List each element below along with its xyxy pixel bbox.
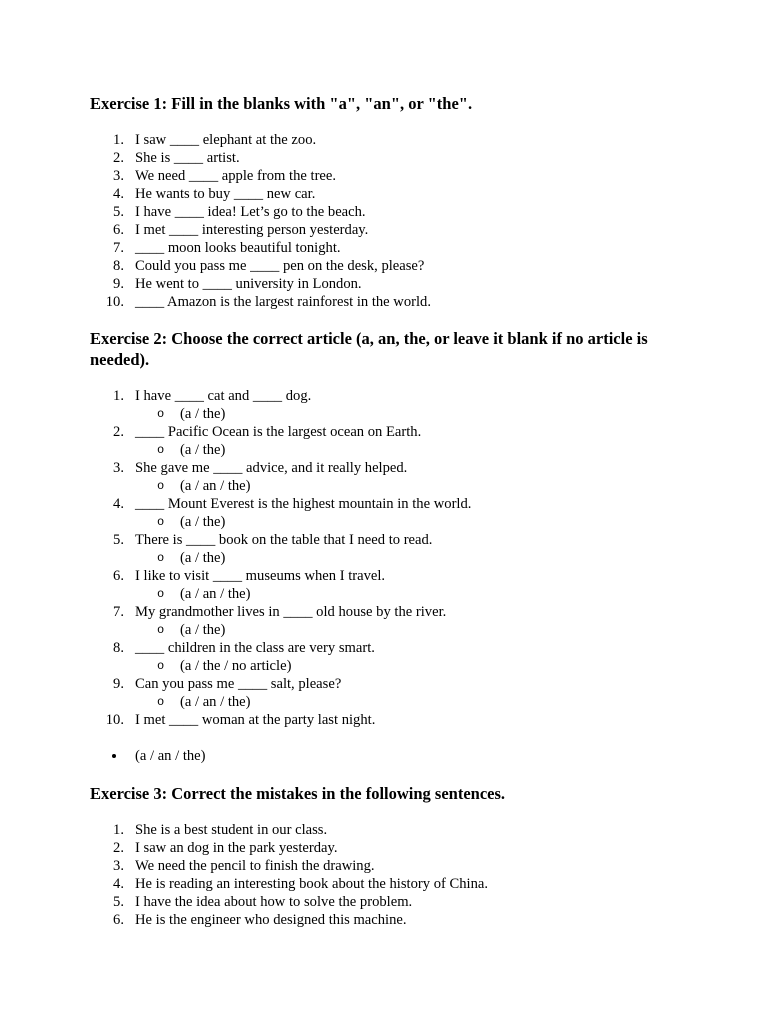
circle-bullet-icon: o — [157, 587, 165, 601]
exercise1-item — [90, 275, 690, 293]
options-text: (a / the) — [180, 550, 226, 566]
item-text: He wants to buy ____ new car. — [135, 186, 316, 202]
exercise3-item — [90, 893, 690, 911]
options-text: (a / an / the) — [180, 694, 251, 710]
exercise1-item — [90, 257, 690, 275]
item-text: We need the pencil to finish the drawing. — [135, 858, 375, 874]
exercise1-item — [90, 239, 690, 257]
options-text: (a / the) — [180, 514, 226, 530]
options-line — [135, 657, 690, 675]
exercise2-extra-list — [90, 747, 690, 765]
item-number: 10. — [105, 294, 124, 310]
options-text: (a / an / the) — [180, 478, 251, 494]
exercise1-item — [90, 293, 690, 311]
item-number: 6. — [113, 912, 124, 928]
exercise2-item — [90, 459, 690, 495]
item-text: He went to ____ university in London. — [135, 276, 362, 292]
item-text: She is a best student in our class. — [135, 822, 328, 838]
exercise3-item — [90, 821, 690, 839]
exercise2-item — [90, 531, 690, 567]
item-number: 3. — [113, 858, 124, 874]
options-text: (a / an / the) — [180, 586, 251, 602]
exercise2-item — [90, 495, 690, 531]
item-number: 1. — [113, 132, 124, 148]
exercise1-item — [90, 131, 690, 149]
circle-bullet-icon: o — [157, 407, 165, 421]
options-text: (a / the) — [180, 442, 226, 458]
item-number: 2. — [113, 840, 124, 856]
item-text: I like to visit ____ museums when I travel. — [135, 568, 386, 584]
options-line — [135, 513, 690, 531]
circle-bullet-icon: o — [157, 551, 165, 565]
exercise3-title: Exercise 3: Correct the mistakes in the following sentences. — [90, 784, 506, 803]
item-number: 5. — [113, 204, 124, 220]
item-text: ____ Amazon is the largest rainforest in the world. — [135, 294, 432, 310]
options-line — [135, 585, 690, 603]
circle-bullet-icon: o — [157, 623, 165, 637]
item-text: ____ Mount Everest is the highest mountain in the world. — [135, 496, 472, 512]
exercise3-item — [90, 875, 690, 893]
item-number: 8. — [113, 258, 124, 274]
item-text: We need ____ apple from the tree. — [135, 168, 337, 184]
circle-bullet-icon: o — [157, 695, 165, 709]
worksheet-page — [90, 93, 690, 929]
options-line — [135, 549, 690, 567]
exercise2-item — [90, 423, 690, 459]
exercise1-item — [90, 167, 690, 185]
item-text: ____ moon looks beautiful tonight. — [135, 240, 341, 256]
item-number: 8. — [113, 640, 124, 656]
exercise1-list — [90, 131, 690, 311]
exercise2-item — [90, 567, 690, 603]
options-text: (a / the / no article) — [180, 658, 292, 674]
circle-bullet-icon: o — [157, 443, 165, 457]
item-text: There is ____ book on the table that I need to read. — [135, 532, 433, 548]
item-number: 5. — [113, 532, 124, 548]
item-text: I saw ____ elephant at the zoo. — [135, 132, 317, 148]
item-text: I have ____ cat and ____ dog. — [135, 388, 312, 404]
item-number: 9. — [113, 676, 124, 692]
exercise2-item — [90, 675, 690, 711]
exercise3-item — [90, 857, 690, 875]
item-text: I saw an dog in the park yesterday. — [135, 840, 338, 856]
exercise3-item — [90, 911, 690, 929]
item-text: Can you pass me ____ salt, please? — [135, 676, 342, 692]
item-number: 3. — [113, 168, 124, 184]
item-text: ____ children in the class are very smart. — [135, 640, 375, 656]
disc-bullet-icon — [112, 754, 116, 758]
item-text: I have ____ idea! Let’s go to the beach. — [135, 204, 366, 220]
item-text: My grandmother lives in ____ old house by the river. — [135, 604, 447, 620]
item-number: 6. — [113, 568, 124, 584]
circle-bullet-icon: o — [157, 479, 165, 493]
exercise2-title: Exercise 2: Choose the correct article (a, an, the, or leave it blank if no article is needed). — [90, 329, 648, 369]
options-text: (a / the) — [180, 406, 226, 422]
options-line — [135, 405, 690, 423]
exercise2-item — [90, 387, 690, 423]
exercise2-list — [90, 387, 690, 729]
item-number: 4. — [113, 186, 124, 202]
item-number: 9. — [113, 276, 124, 292]
item-number: 3. — [113, 460, 124, 476]
circle-bullet-icon: o — [157, 515, 165, 529]
exercise3-item — [90, 839, 690, 857]
item-text: He is the engineer who designed this machine. — [135, 912, 407, 928]
item-text: I met ____ woman at the party last night. — [135, 712, 376, 728]
exercise1-item — [90, 221, 690, 239]
options-line — [135, 621, 690, 639]
circle-bullet-icon: o — [157, 659, 165, 673]
exercise1-item — [90, 203, 690, 221]
item-number: 1. — [113, 822, 124, 838]
exercise3-list — [90, 821, 690, 929]
options-line — [135, 441, 690, 459]
item-number: 2. — [113, 424, 124, 440]
item-number: 4. — [113, 496, 124, 512]
exercise2-item — [90, 603, 690, 639]
options-line — [135, 477, 690, 495]
options-text: (a / an / the) — [135, 748, 206, 764]
exercise1-item — [90, 185, 690, 203]
item-number: 7. — [113, 240, 124, 256]
exercise2-item — [90, 711, 690, 729]
item-text: He is reading an interesting book about the history of China. — [135, 876, 489, 892]
item-text: ____ Pacific Ocean is the largest ocean on Earth. — [135, 424, 422, 440]
item-number: 4. — [113, 876, 124, 892]
item-number: 10. — [105, 712, 124, 728]
exercise1-title: Exercise 1: Fill in the blanks with "a", "an", or "the". — [90, 94, 473, 113]
item-text: I have the idea about how to solve the problem. — [135, 894, 413, 910]
item-number: 6. — [113, 222, 124, 238]
item-text: Could you pass me ____ pen on the desk, please? — [135, 258, 425, 274]
item-text: I met ____ interesting person yesterday. — [135, 222, 369, 238]
options-text: (a / the) — [180, 622, 226, 638]
item-text: She is ____ artist. — [135, 150, 240, 166]
item-text: She gave me ____ advice, and it really helped. — [135, 460, 408, 476]
options-line — [135, 693, 690, 711]
exercise1-item — [90, 149, 690, 167]
exercise2-item — [90, 639, 690, 675]
item-number: 5. — [113, 894, 124, 910]
item-number: 2. — [113, 150, 124, 166]
item-number: 1. — [113, 388, 124, 404]
exercise2-extra-item — [90, 747, 690, 765]
item-number: 7. — [113, 604, 124, 620]
